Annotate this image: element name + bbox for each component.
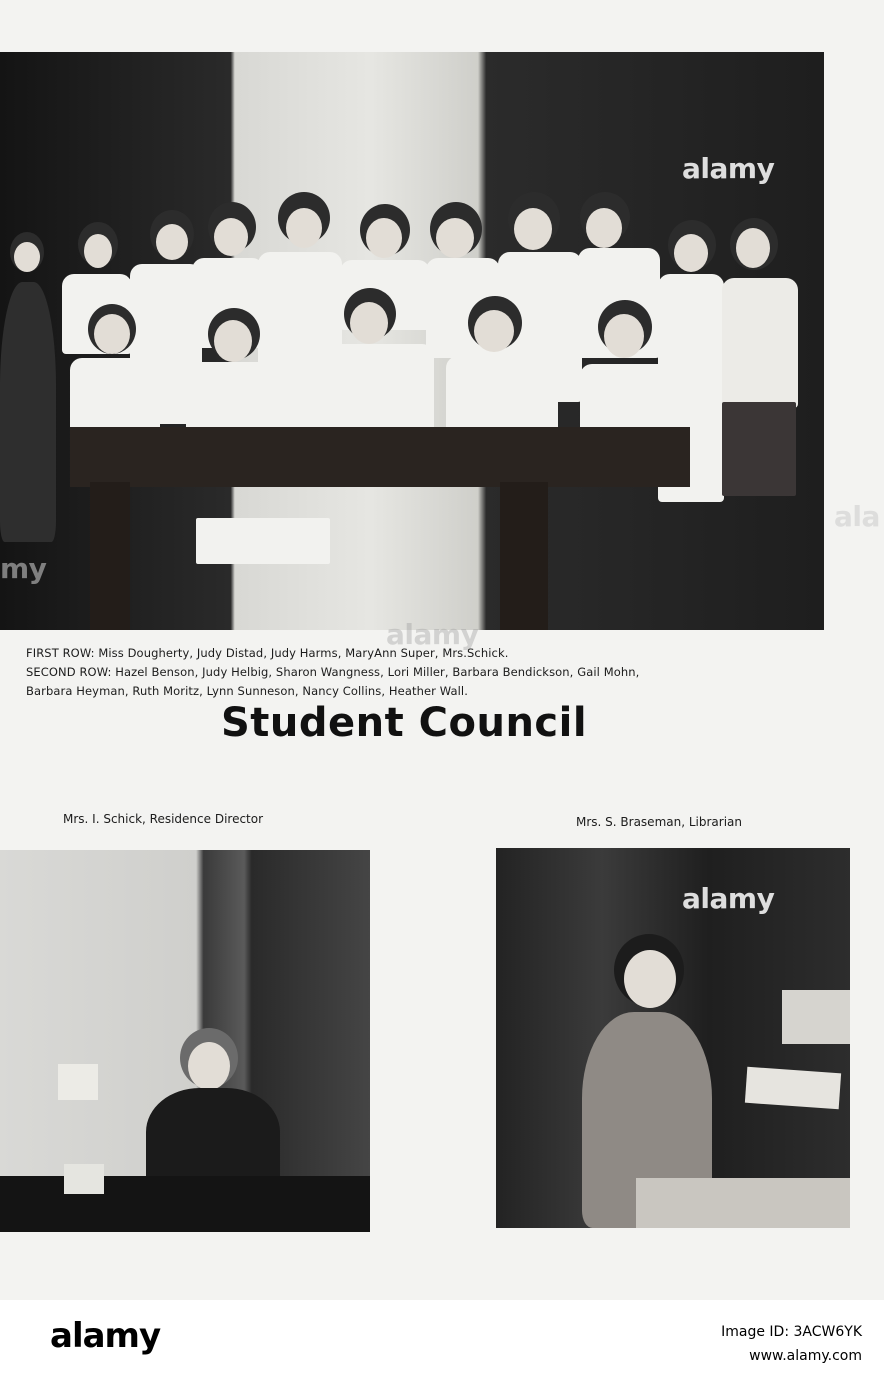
site-url[interactable]: www.alamy.com xyxy=(749,1348,862,1364)
residence-director-photo xyxy=(0,850,370,1232)
caption-second-row: SECOND ROW: Hazel Benson, Judy Helbig, Sharon Wangness, Lori Miller, Barbara Bendickson, Gail Mohn, xyxy=(26,665,640,679)
partial-watermark-right: ala xyxy=(834,500,880,533)
librarian-label: Mrs. S. Braseman, Librarian xyxy=(576,815,742,829)
alamy-logo: alamy xyxy=(50,1316,161,1356)
student-council-group-photo xyxy=(0,52,824,630)
caption-first-row: FIRST ROW: Miss Dougherty, Judy Distad, Judy Harms, MaryAnn Super, Mrs.Schick. xyxy=(26,646,509,660)
caption-second-row-continued: Barbara Heyman, Ruth Moritz, Lynn Sunneson, Nancy Collins, Heather Wall. xyxy=(26,684,468,698)
center-watermark: alamy xyxy=(386,618,479,651)
residence-director-label: Mrs. I. Schick, Residence Director xyxy=(63,812,264,826)
alamy-watermark-right: alamy xyxy=(682,882,775,915)
librarian-photo xyxy=(496,848,850,1228)
image-id: Image ID: 3ACW6YK xyxy=(721,1324,862,1340)
photo-caption xyxy=(26,644,846,701)
alamy-watermark: alamy xyxy=(682,152,775,185)
partial-watermark-left: my xyxy=(0,552,47,585)
page-title: Student Council xyxy=(220,700,588,746)
